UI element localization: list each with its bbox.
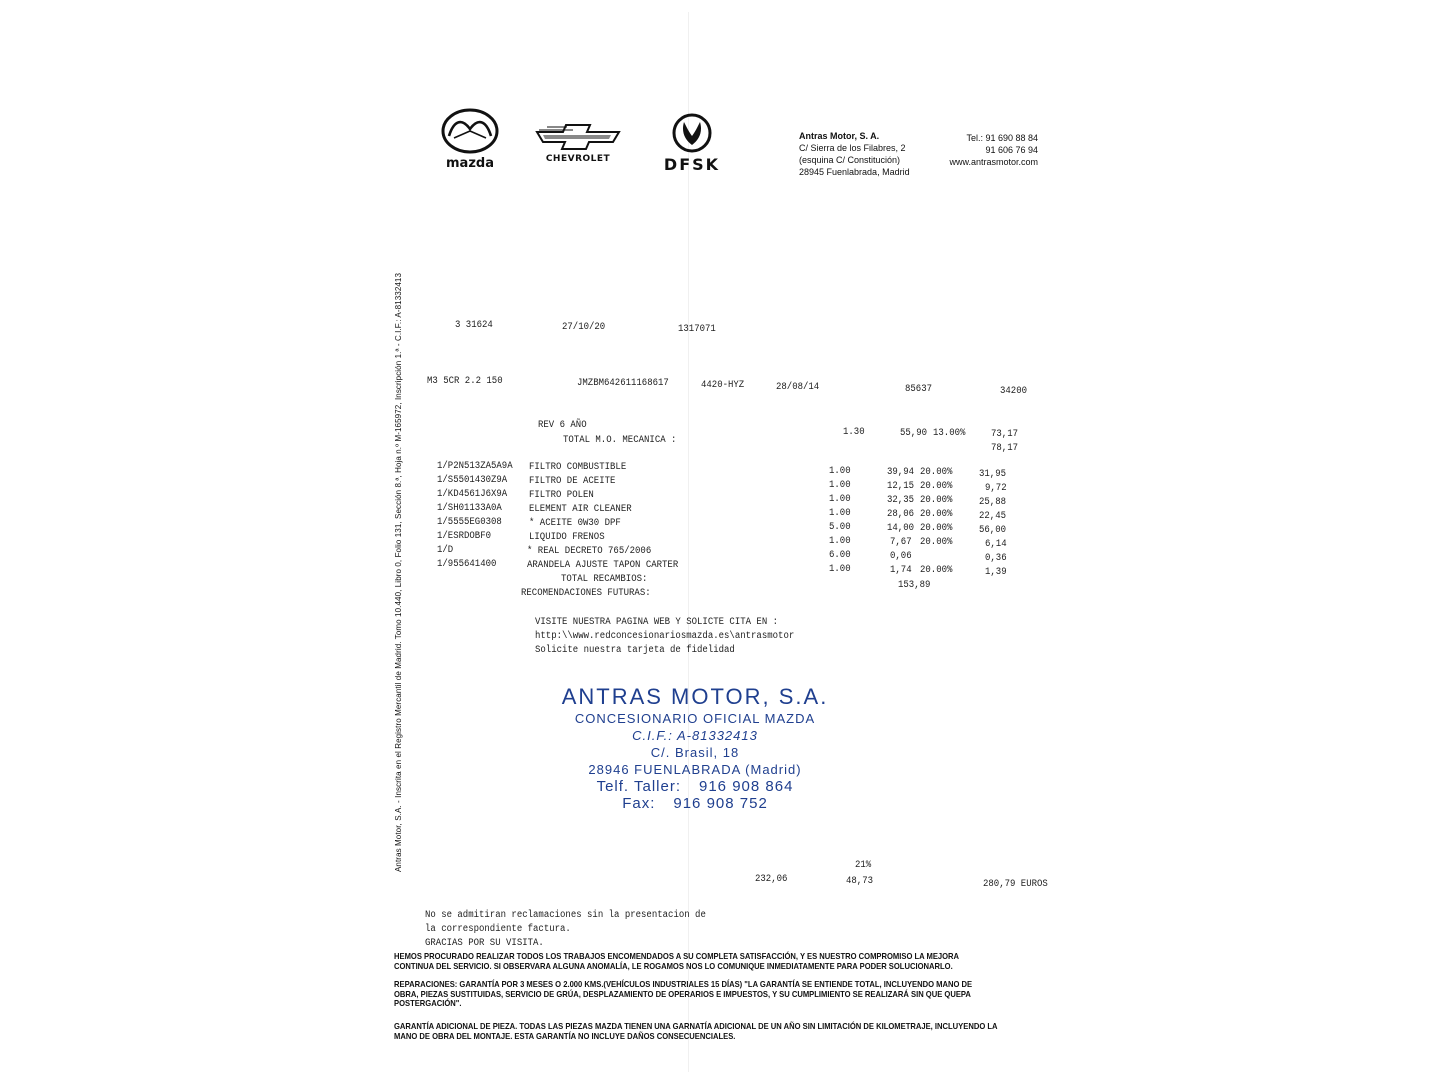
part-description: ELEMENT AIR CLEANER xyxy=(529,503,632,515)
stamp-line-1: CONCESIONARIO OFICIAL MAZDA xyxy=(574,711,816,726)
part-qty: 5.00 xyxy=(829,521,851,533)
part-amount: 6,14 xyxy=(985,538,1007,550)
note-line-1: No se admitiran reclamaciones sin la presentacion de xyxy=(425,909,706,921)
part-description: FILTRO COMBUSTIBLE xyxy=(529,461,627,473)
company-address-line1: C/ Sierra de los Filabres, 2 xyxy=(799,143,906,153)
part-qty: 1.00 xyxy=(829,563,851,575)
company-phone-1: Tel.: 91 690 88 84 xyxy=(966,133,1038,143)
dfsk-wordmark: DFSK xyxy=(663,155,721,174)
part-discount: 20.00% xyxy=(920,508,953,520)
part-amount: 56,00 xyxy=(979,524,1007,536)
part-description: * REAL DECRETO 765/2006 xyxy=(527,545,652,557)
mazda-logo xyxy=(436,108,504,171)
part-ref: 1/ESRDOBF0 xyxy=(437,530,492,542)
vehicle-registration-date: 28/08/14 xyxy=(776,381,820,393)
part-amount: 22,45 xyxy=(979,510,1007,522)
mazda-emblem-icon xyxy=(440,108,500,154)
company-address-block xyxy=(799,130,910,178)
part-amount: 0,36 xyxy=(985,552,1007,564)
stamp-phone-row xyxy=(560,778,830,795)
company-website: www.antrasmotor.com xyxy=(949,157,1038,167)
vat-rate: 21% xyxy=(855,859,872,871)
company-stamp xyxy=(560,684,830,812)
stamp-fax-row xyxy=(560,795,830,812)
recommendations-label: RECOMENDACIONES FUTURAS: xyxy=(521,587,651,599)
chevrolet-bowtie-icon xyxy=(533,122,623,152)
labour-amount: 73,17 xyxy=(991,428,1019,440)
total-parts-label: TOTAL RECAMBIOS: xyxy=(561,573,648,585)
part-description: FILTRO POLEN xyxy=(529,489,594,501)
part-qty: 1.00 xyxy=(829,507,851,519)
part-description: FILTRO DE ACEITE xyxy=(529,475,616,487)
part-ref: 1/P2N513ZA5A9A xyxy=(437,460,513,472)
labour-total-label: TOTAL M.O. MECANICA : xyxy=(563,434,677,446)
visit-line-3: Solicite nuestra tarjeta de fidelidad xyxy=(535,644,735,656)
chevrolet-logo xyxy=(530,122,626,164)
part-ref: 1/KD4561J6X9A xyxy=(437,488,508,500)
part-amount: 1,39 xyxy=(985,566,1007,578)
part-discount: 20.00% xyxy=(920,522,953,534)
company-name: Antras Motor, S. A. xyxy=(799,131,880,141)
vehicle-vin: JMZBM642611168617 xyxy=(577,377,669,389)
invoice-ref: 3 31624 xyxy=(455,319,493,331)
total-parts-value: 153,89 xyxy=(898,579,931,591)
vehicle-km: 85637 xyxy=(905,383,933,395)
part-price: 39,94 xyxy=(887,466,915,478)
stamp-line-3: C/. Brasil, 18 xyxy=(650,745,740,760)
invoice-code: 34200 xyxy=(1000,385,1028,397)
stamp-line-2: C.I.F.: A-81332413 xyxy=(632,728,758,743)
labour-discount: 13.00% xyxy=(933,427,966,439)
mazda-wordmark: mazda xyxy=(446,156,494,171)
part-price: 14,00 xyxy=(887,522,915,534)
part-qty: 1.00 xyxy=(829,465,851,477)
service-description: REV 6 AÑO xyxy=(538,419,587,431)
stamp-title: ANTRAS MOTOR, S.A. xyxy=(561,684,829,709)
stamp-fax: 916 908 752 xyxy=(673,795,768,812)
footer-paragraph-3: GARANTÍA ADICIONAL DE PIEZA. TODAS LAS PIEZAS MAZDA TIENEN UNA GARNATÍA ADICIONAL DE UN AÑO SIN LIMITACIÓN DE KILOMETRAJE, INCLUYENDO LA MANO DE OBRA DEL MONTAJE. ESTA GARANTÍA NO INCLUYE DAÑOS CONSECUENCIALES. xyxy=(394,1022,998,1041)
part-amount: 25,88 xyxy=(979,496,1007,508)
part-ref: 1/955641400 xyxy=(437,558,497,570)
part-discount: 20.00% xyxy=(920,536,953,548)
part-price: 32,35 xyxy=(887,494,915,506)
part-discount: 20.00% xyxy=(920,480,953,492)
vehicle-model: M3 5CR 2.2 150 xyxy=(427,375,503,387)
footer-paragraph-1: HEMOS PROCURADO REALIZAR TODOS LOS TRABAJOS ENCOMENDADOS A SU COMPLETA SATISFACCIÓN, Y ES NUESTRO COMPROMISO LA MEJORA CONTINUA DEL SERVICIO. SI OBSERVARA ALGUNA ANOMALÍA, LE ROGAMOS NOS LO COMUNIQUE INMEDIATAMENTE PARA PODER SOLUCIONARLO. xyxy=(394,952,959,971)
part-price: 7,67 xyxy=(890,536,912,548)
labour-price: 55,90 xyxy=(900,427,928,439)
stamp-phone: 916 908 864 xyxy=(699,778,794,795)
part-ref: 1/SH01133A0A xyxy=(437,502,502,514)
part-discount: 20.00% xyxy=(920,564,953,576)
dfsk-emblem-icon xyxy=(671,112,713,154)
vat-amount: 48,73 xyxy=(846,875,874,887)
chevrolet-wordmark: CHEVROLET xyxy=(545,154,611,164)
part-price: 12,15 xyxy=(887,480,915,492)
stamp-fax-label: Fax: xyxy=(622,795,656,812)
part-qty: 6.00 xyxy=(829,549,851,561)
part-description: * ACEITE 0W30 DPF xyxy=(529,517,621,529)
vehicle-plate: 4420-HYZ xyxy=(701,379,745,391)
part-ref: 1/D xyxy=(437,544,454,556)
part-discount: 20.00% xyxy=(920,494,953,506)
note-line-3: GRACIAS POR SU VISITA. xyxy=(425,937,544,949)
part-description: LIQUIDO FRENOS xyxy=(529,531,605,543)
stamp-phone-label: Telf. Taller: xyxy=(596,778,681,795)
invoice-date: 27/10/20 xyxy=(562,321,606,333)
tax-base: 232,06 xyxy=(755,873,788,885)
company-address-line2: (esquina C/ Constitución) xyxy=(799,155,901,165)
part-price: 1,74 xyxy=(890,564,912,576)
note-line-2: la correspondiente factura. xyxy=(425,923,571,935)
company-phone-2: 91 606 76 94 xyxy=(985,145,1038,155)
visit-line-1: VISITE NUESTRA PAGINA WEB Y SOLICTE CITA EN : xyxy=(535,616,779,628)
part-ref: 1/S5501430Z9A xyxy=(437,474,508,486)
part-discount: 20.00% xyxy=(920,466,953,478)
stamp-line-4: 28946 FUENLABRADA (Madrid) xyxy=(588,762,802,777)
labour-qty: 1.30 xyxy=(843,426,865,438)
company-address-line3: 28945 Fuenlabrada, Madrid xyxy=(799,167,910,177)
grand-total: 280,79 EUROS xyxy=(983,878,1048,890)
visit-line-2: http:\\www.redconcesionariosmazda.es\antrasmotor xyxy=(535,630,795,642)
part-description: ARANDELA AJUSTE TAPON CARTER xyxy=(527,559,679,571)
part-amount: 31,95 xyxy=(979,468,1007,480)
invoice-number: 1317071 xyxy=(678,323,716,335)
footer-paragraph-2: REPARACIONES: GARANTÍA POR 3 MESES O 2.000 KMS.(VEHÍCULOS INDUSTRIALES 15 DÍAS) "LA GARANTÍA SE ENTIENDE TOTAL, INCLUYENDO MANO DE OBRA, PIEZAS SUSTITUIDAS, SERVICIO DE GRÚA, DESPLAZAMIENTO DE OPERARIOS E IMPUESTOS, Y SU CUMPLIMIENTO SE REALIZARÁ SIN QUE QUEPA POSTERGACIÓN". xyxy=(394,980,973,1008)
side-legal-text: Antras Motor, S.A. - Inscrita en el Registro Mercantil de Madrid. Tomo 10.440, Libro 0, Folio 131, Sección 8.ª, Hoja n.º M-165972, Inscripción 1.ª - C.I.F.: A-81332413 xyxy=(394,272,403,872)
part-qty: 1.00 xyxy=(829,479,851,491)
part-amount: 9,72 xyxy=(985,482,1007,494)
dfsk-logo xyxy=(652,112,732,174)
part-price: 0,06 xyxy=(890,550,912,562)
part-qty: 1.00 xyxy=(829,493,851,505)
part-ref: 1/5555EG0308 xyxy=(437,516,502,528)
part-price: 28,06 xyxy=(887,508,915,520)
company-contact-block xyxy=(940,132,1038,168)
part-qty: 1.00 xyxy=(829,535,851,547)
labour-total: 78,17 xyxy=(991,442,1019,454)
